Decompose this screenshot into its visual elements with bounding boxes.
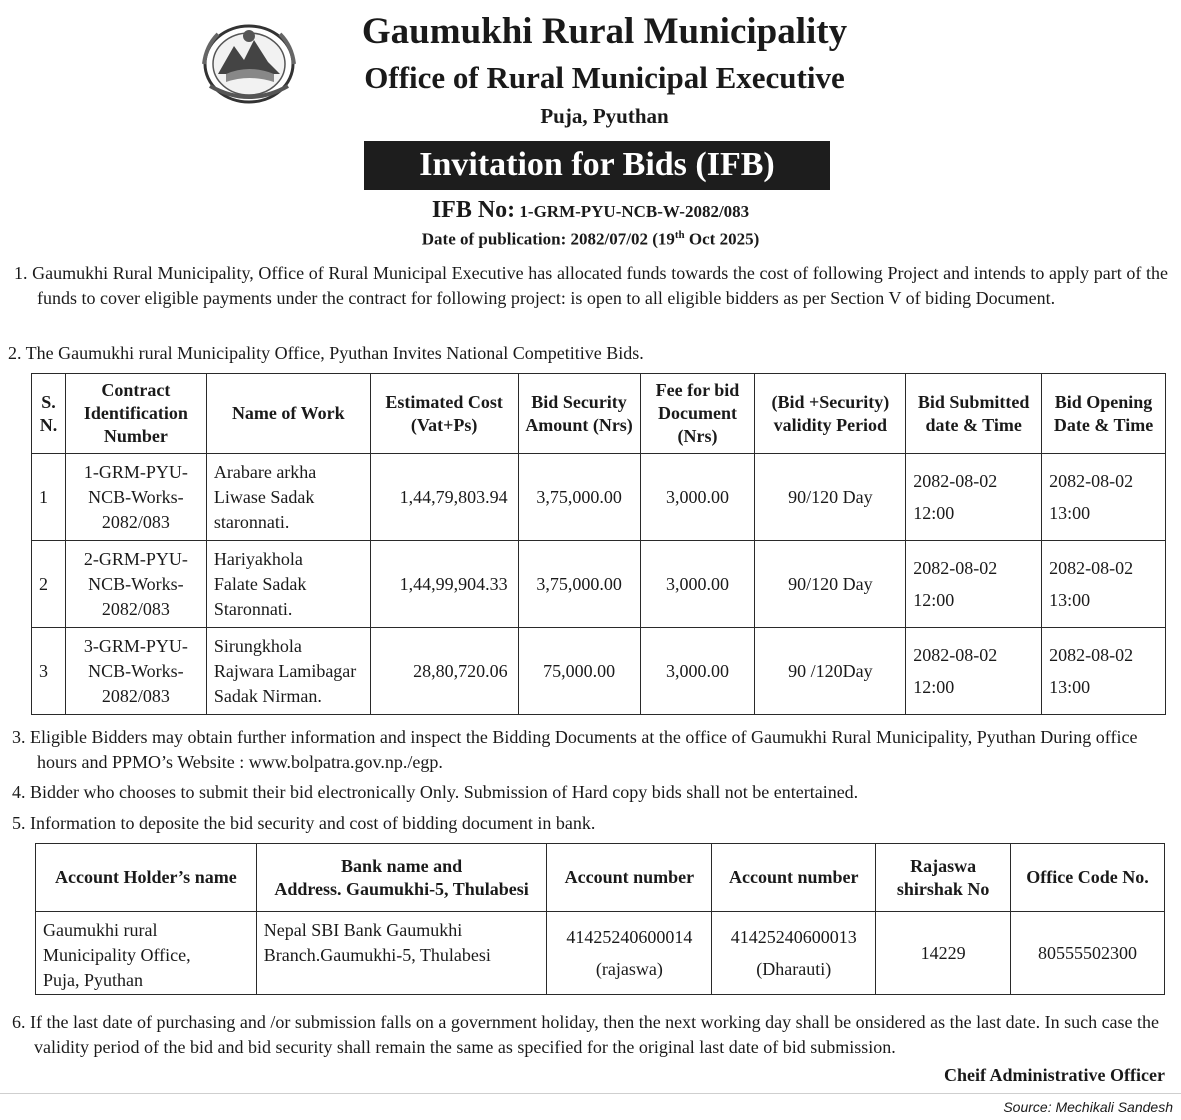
header-holder: Account Holder’s name (36, 844, 257, 912)
office-name: Office of Rural Municipal Executive (364, 60, 845, 95)
paragraph-3: 3. Eligible Bidders may obtain further information and inspect the Bidding Documents at the office of Gaumukhi Rural Municipality, Pyuthan During office hours and PPMO’s Website : www.bolpatra.gov.np./egp. (12, 727, 1138, 772)
table-row: 1 1-GRM-PYU- NCB-Works- 2082/083 Arabare arkha Liwase Sadak staronnati. 1,44,79,803.94 3,75,000.00 3,000.00 90/120 Day 2082-08-02 12:00 2082-08-02 13:00 (32, 454, 1166, 541)
table-header-row (32, 374, 1166, 454)
paragraph-1: 1. Gaumukhi Rural Municipality, Office of Rural Municipal Executive has allocated funds towards the cost of following Project and intends to apply part of the funds to cover eligible payments under the contract for following project: is open to all eligible bidders as per Section V of biding Document. (14, 263, 1168, 308)
paragraph-5: 5. Information to deposite the bid security and cost of bidding document in bank. (12, 813, 596, 833)
table-row: 3 3-GRM-PYU- NCB-Works- 2082/083 Sirungkhola Rajwara Lamibagar Sadak Nirman. 28,80,720.06 75,000.00 3,000.00 90 /120Day 2082-08-02 12:00 2082-08-02 13:00 (32, 628, 1166, 715)
publication-date: Date of publication: 2082/07/02 (19th Oct 2025) (421, 229, 760, 249)
header-bank: Bank name and Address. Gaumukhi-5, Thulabesi (256, 844, 547, 912)
header-account-1: Account number (547, 844, 712, 912)
ifb-number-value: 1-GRM-PYU-NCB-W-2082/083 (519, 202, 750, 221)
signature-title: Cheif Administrative Officer (944, 1065, 1165, 1085)
source-credit: Source: Mechikali Sandesh (1003, 1099, 1173, 1115)
paragraph-2: 2. The Gaumukhi rural Municipality Office, Pyuthan Invites National Competitive Bids. (8, 343, 644, 363)
header-submitted: Bid Submitted date & Time (906, 374, 1042, 454)
header-account-2: Account number (712, 844, 876, 912)
header-work: Name of Work (206, 374, 370, 454)
header-cost: Estimated Cost (Vat+Ps) (370, 374, 518, 454)
bank-account-table (35, 843, 1165, 995)
office-address: Puja, Pyuthan (540, 104, 669, 128)
header-rajaswa: Rajaswa shirshak No (876, 844, 1011, 912)
header-contract: Contract Identification Number (65, 374, 206, 454)
header-security: Bid Security Amount (Nrs) (518, 374, 640, 454)
table-row: 2 2-GRM-PYU- NCB-Works- 2082/083 Hariyakhola Falate Sadak Staronnati. 1,44,99,904.33 3,75,000.00 3,000.00 90/120 Day 2082-08-02 12:00 2082-08-02 13:00 (32, 541, 1166, 628)
header-fee: Fee for bid Document (Nrs) (640, 374, 755, 454)
header-office-code: Office Code No. (1011, 844, 1165, 912)
paragraph-6: 6. If the last date of purchasing and /or submission falls on a government holiday, then the next working day shall be onsidered as the last date. In such case the validity period of the bid and bid security shall remain the same as specified for the original last date of bid submission. (12, 1012, 1160, 1057)
table-header-row (36, 844, 1165, 912)
municipality-name: Gaumukhi Rural Municipality (361, 11, 848, 52)
source-bar (0, 1093, 1181, 1120)
table-row: Gaumukhi rural Municipality Office, Puja, Pyuthan Nepal SBI Bank Gaumukhi Branch.Gaumukhi-5, Thulabesi 41425240600014 (rajaswa) 41425240600013 (Dharauti) 14229 80555502300 (36, 912, 1165, 995)
header-sn: S. N. (32, 374, 66, 454)
bids-table (31, 373, 1166, 715)
header-opening: Bid Opening Date & Time (1042, 374, 1166, 454)
header-validity: (Bid +Security) validity Period (755, 374, 906, 454)
ifb-number (0, 197, 1181, 224)
paragraph-4: 4. Bidder who chooses to submit their bid electronically Only. Submission of Hard copy bids shall not be entertained. (12, 782, 859, 802)
document-title: Invitation for Bids (IFB) (364, 141, 830, 190)
ifb-number-label: IFB No: (431, 197, 516, 223)
